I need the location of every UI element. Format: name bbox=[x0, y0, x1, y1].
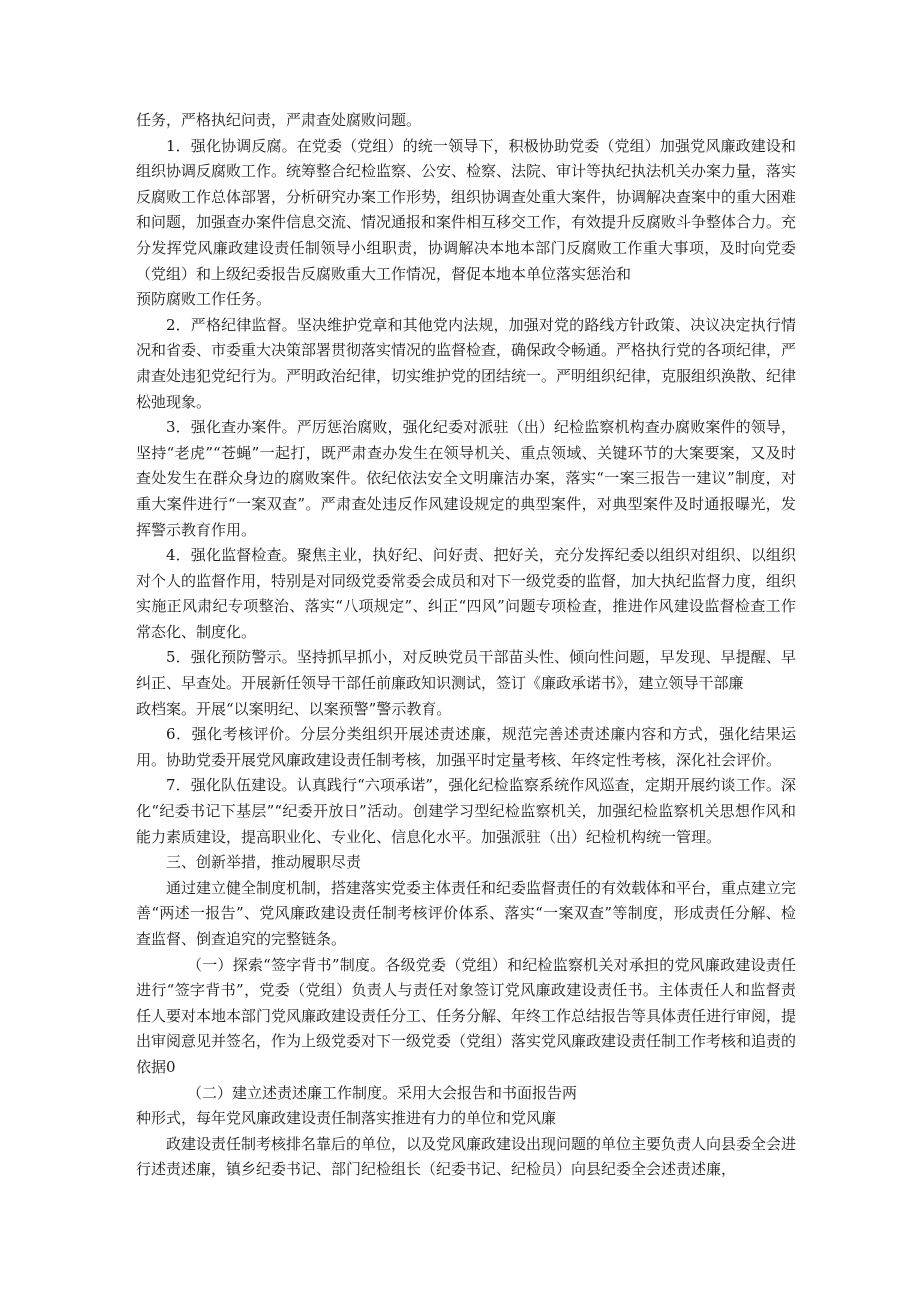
paragraph: 任务，严格执纪问责，严肃查处腐败问题。 bbox=[136, 111, 422, 129]
paragraph: 2．严格纪律监督。坚决维护党章和其他党内法规，加强对党的路线方针政策、决议决定执行情况和省委、市委重大决策部署贯彻落实情况的监督检查，确保政令畅通。严格执行党的各项纪律，严肃查处违犯党纪行为。严明政治纪律，切实维护党的团结统一。严明组织纪律，克服组织涣散、纪律松弛现象。 bbox=[136, 315, 797, 411]
paragraph: 预防腐败工作任务。 bbox=[136, 290, 272, 309]
document-body bbox=[136, 108, 796, 1183]
paragraph: 6．强化考核评价。分层分类组织开展述责述廉，规范完善述责述廉内容和方式，强化结果运用。协助党委开展党风廉政建设责任制考核，加强平时定量考核、年终定性考核，深化社会评价。 bbox=[136, 725, 796, 769]
paragraph: 政建设责任制考核排名靠后的单位，以及党风廉政建设出现问题的单位主要负责人向县委全会进行述责述廉，镇乡纪委书记、部门纪检组长（纪委书记、纪检员）向县纪委全会述责述廉， bbox=[136, 1134, 797, 1179]
paragraph: 政档案。开展“以案明纪、以案预警”警示教育。 bbox=[136, 699, 452, 718]
paragraph: 种形式，每年党风廉政建设责任制落实推进有力的单位和党风廉 bbox=[136, 1109, 557, 1128]
section-heading: 三、创新举措，推动履职尽责 bbox=[166, 853, 362, 872]
paragraph: 7．强化队伍建设。认真践行“六项承诺”，强化纪检监察系统作风巡查，定期开展约谈工作。深化“纪委书记下基层”“纪委开放日”活动。创建学习型纪检监察机关，加强纪检监察机关思想作风和能力素质建设，提高职业化、专业化、信息化水平。加强派驻（出）纪检机构统一管理。 bbox=[136, 776, 796, 846]
paragraph: 3．强化查办案件。严厉惩治腐败，强化纪委对派驻（出）纪检监察机构查办腐败案件的领导，坚持“老虎”“苍蝇”一起打，既严肃查办发生在领导机关、重点领域、关键环节的大案要案，又及时查处发生在群众身边的腐败案件。依纪依法安全文明廉洁办案，落实“一案三报告一建议”制度，对重大案件进行“一案双查”。严肃查处违反作风建设规定的典型案件，对典型案件及时通报曝光，发挥警示教育作用。 bbox=[136, 418, 796, 539]
paragraph: （一）探索“签字背书”制度。各级党委（党组）和纪检监察机关对承担的党风廉政建设责任进行“签字背书”，党委（党组）负责人与责任对象签订党风廉政建设责任书。主体责任人和监督责任人要对本地本部门党风廉政建设责任分工、任务分解、年终工作总结报告等具体责任进行审阅，提出审阅意见并签名，作为上级党委对下一级党委（党组）落实党风廉政建设责任制工作考核和追责的依据0 bbox=[136, 955, 797, 1076]
paragraph: 5．强化预防警示。坚持抓早抓小，对反映党员干部苗头性、倾向性问题，早发现、早提醒、早纠正、早查处。开展新任领导干部任前廉政知识测试，签订《廉政承诺书》，建立领导干部廉 bbox=[136, 648, 796, 693]
paragraph: 4．强化监督检查。聚焦主业，执好纪、问好责、把好关，充分发挥纪委以组织对组织、以组织对个人的监督作用，特别是对同级党委常委会成员和对下一级党委的监督，加大执纪监督力度，组织实施正风肃纪专项整治、落实“八项规定”、纠正“四风”问题专项检查，推进作风建设监督检查工作常态化、制度化。 bbox=[136, 546, 797, 641]
paragraph: 通过建立健全制度机制，搭建落实党委主体责任和纪委监督责任的有效载体和平台，重点建立完善“两述一报告”、党风廉政建设责任制考核评价体系、落实“一案双查”等制度，形成责任分解、检查监督、倒查追究的完整链条。 bbox=[136, 878, 797, 948]
paragraph: （二）建立述责述廉工作制度。采用大会报告和书面报告两 bbox=[187, 1083, 578, 1102]
paragraph: 1．强化协调反腐。在党委（党组）的统一领导下，积极协助党委（党组）加强党风廉政建设和组织协调反腐败工作。统筹整合纪检监察、公安、检察、法院、审计等执纪执法机关办案力量，落实反腐败工作总体部署，分析研究办案工作形势，组织协调查处重大案件，协调解决查案中的重大困难和问题，加强查办案件信息交流、情况通报和案件相互移交工作，有效提升反腐败斗争整体合力。充分发挥党风廉政建设责任制领导小组职责，协调解决本地本部门反腐败工作重大事项，及时向党委（党组）和上级纪委报告反腐败重大工作情况，督促本地本单位落实惩治和 bbox=[136, 136, 797, 283]
